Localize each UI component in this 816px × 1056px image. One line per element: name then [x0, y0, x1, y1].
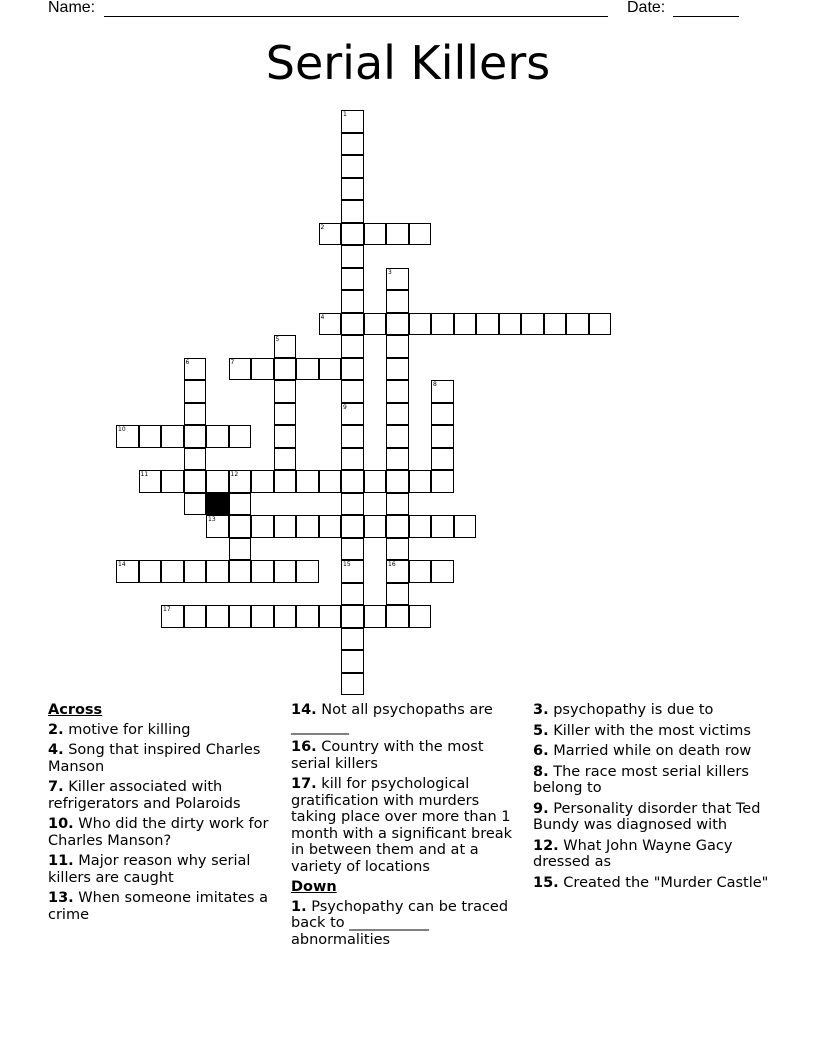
clue-across-2: 2. motive for killing [48, 721, 191, 738]
grid-cell[interactable] [589, 313, 612, 336]
grid-cell[interactable] [341, 515, 364, 538]
grid-cell[interactable] [319, 470, 342, 493]
grid-cell[interactable] [409, 515, 432, 538]
grid-cell[interactable] [161, 560, 184, 583]
grid-cell[interactable] [251, 605, 274, 628]
grid-cell[interactable] [409, 605, 432, 628]
cell-number: 10 [118, 426, 126, 433]
grid-cell[interactable] [206, 425, 229, 448]
grid-cell[interactable] [229, 538, 252, 561]
grid-cell[interactable] [319, 358, 342, 381]
grid-cell[interactable] [341, 583, 364, 606]
grid-cell[interactable] [341, 380, 364, 403]
grid-cell[interactable] [341, 268, 364, 291]
grid-cell[interactable] [341, 538, 364, 561]
grid-cell[interactable] [476, 313, 499, 336]
clue-down-6: 6. Married while on death row [533, 743, 752, 759]
grid-cell[interactable] [341, 335, 364, 358]
cell-number: 16 [388, 561, 396, 568]
grid-cell[interactable] [319, 515, 342, 538]
grid-cell[interactable] [499, 313, 522, 336]
grid-cell[interactable] [296, 358, 319, 381]
grid-cell[interactable] [274, 560, 297, 583]
clue-down-12: 12. What John Wayne Gacy dressed as [533, 837, 733, 870]
grid-cell[interactable] [386, 223, 409, 246]
grid-cell[interactable] [454, 515, 477, 538]
grid-cell[interactable] [274, 515, 297, 538]
grid-cell[interactable] [274, 335, 297, 358]
grid-cell[interactable] [184, 448, 207, 471]
cell-number: 7 [230, 358, 235, 366]
grid-cell[interactable] [364, 605, 387, 628]
grid-cell[interactable] [251, 358, 274, 381]
grid-cell[interactable] [341, 493, 364, 516]
grid-cell[interactable] [341, 200, 364, 223]
grid-cell[interactable] [184, 470, 207, 493]
grid-cell[interactable] [431, 403, 454, 426]
clue-down-5: 5. Killer with the most victims [533, 722, 751, 739]
across-heading: Across [48, 702, 103, 718]
grid-cell[interactable] [341, 403, 364, 426]
grid-cell[interactable] [409, 313, 432, 336]
grid-cell[interactable] [386, 335, 409, 358]
grid-cell[interactable] [341, 358, 364, 381]
clue-across-16: 16. Country with the most serial killers [291, 739, 484, 772]
grid-cell[interactable] [319, 313, 342, 336]
clue-across-11: 11. Major reason why serial killers are caught [48, 853, 251, 886]
grid-cell[interactable] [251, 515, 274, 538]
grid-cell[interactable] [296, 515, 319, 538]
clue-down-1: 1. Psychopathy can be traced back to ___________ abnormalities [291, 898, 509, 948]
grid-cell[interactable] [364, 470, 387, 493]
grid-cell[interactable] [139, 425, 162, 448]
grid-cell[interactable] [184, 358, 207, 381]
grid-cell[interactable] [386, 358, 409, 381]
clue-across-13: 13. When someone imitates a crime [48, 890, 269, 923]
cell-number: 12 [230, 471, 239, 478]
grid-cell[interactable] [386, 313, 409, 336]
cell-number: 3 [388, 268, 392, 276]
grid-cell[interactable] [386, 470, 409, 493]
grid-cell[interactable] [364, 515, 387, 538]
clues-column-1 [48, 702, 278, 927]
grid-cell[interactable] [229, 560, 252, 583]
grid-cell[interactable] [341, 673, 364, 696]
clue-across-4: 4. Song that inspired Charles Manson [48, 742, 261, 775]
grid-cell[interactable] [229, 493, 252, 516]
clues-column-2 [291, 702, 527, 952]
grid-cell[interactable] [341, 650, 364, 673]
grid-cell[interactable] [251, 560, 274, 583]
cell-number: 5 [275, 336, 280, 343]
grid-cell[interactable] [296, 560, 319, 583]
grid-cell[interactable] [386, 515, 409, 538]
grid-cell[interactable] [409, 223, 432, 246]
clue-down-9: 9. Personality disorder that Ted Bundy was diagnosed with [533, 800, 761, 833]
date-label: Date: [627, 0, 666, 16]
page-title: Serial Killers [265, 36, 551, 90]
grid-cell[interactable] [341, 155, 364, 178]
grid-cell[interactable] [409, 470, 432, 493]
grid-cell[interactable] [386, 380, 409, 403]
grid-cell[interactable] [274, 470, 297, 493]
clue-down-3: 3. psychopathy is due to [533, 702, 714, 718]
clue-across-7: 7. Killer associated with refrigerators and Polaroids [48, 779, 241, 812]
cell-number: 8 [433, 381, 437, 388]
grid-cell[interactable] [319, 605, 342, 628]
grid-cell[interactable] [229, 515, 252, 538]
grid-cell[interactable] [184, 425, 207, 448]
grid-cell[interactable] [341, 448, 364, 471]
grid-cell[interactable] [341, 245, 364, 268]
clue-down-15: 15. Created the "Murder Castle" [533, 874, 769, 891]
grid-cell[interactable] [206, 470, 229, 493]
grid-cell[interactable] [116, 425, 139, 448]
grid-cell[interactable] [386, 268, 409, 291]
grid-cell[interactable] [364, 223, 387, 246]
grid-cell[interactable] [431, 313, 454, 336]
cell-number: 9 [343, 403, 347, 411]
grid-cell[interactable] [341, 470, 364, 493]
grid-cell[interactable] [206, 560, 229, 583]
cell-number: 11 [140, 471, 149, 478]
grid-cell[interactable] [431, 448, 454, 471]
down-heading: Down [291, 879, 337, 895]
grid-cell[interactable] [274, 425, 297, 448]
grid-cell[interactable] [431, 380, 454, 403]
grid-cell[interactable] [386, 560, 409, 583]
grid-cell[interactable] [161, 605, 184, 628]
grid-cell[interactable] [274, 605, 297, 628]
grid-cell[interactable] [386, 403, 409, 426]
grid-cell[interactable] [274, 358, 297, 381]
grid-cell[interactable] [386, 448, 409, 471]
grid-cell[interactable] [386, 493, 409, 516]
clues-column-3 [533, 702, 773, 895]
grid-cell[interactable] [296, 470, 319, 493]
grid-cell[interactable] [296, 605, 319, 628]
grid-cell[interactable] [274, 403, 297, 426]
cell-number: 6 [185, 358, 190, 366]
grid-cell[interactable] [274, 380, 297, 403]
grid-cell[interactable] [341, 110, 364, 133]
grid-cell[interactable] [386, 605, 409, 628]
grid-cell[interactable] [341, 290, 364, 313]
cell-number: 13 [208, 516, 216, 523]
clue-across-10: 10. Who did the dirty work for Charles Manson? [48, 816, 269, 849]
grid-cell[interactable] [116, 560, 139, 583]
grid-cell[interactable] [364, 313, 387, 336]
grid-cell[interactable] [184, 605, 207, 628]
grid-cell[interactable] [341, 560, 364, 583]
cell-number: 15 [343, 561, 351, 568]
grid-cell[interactable] [206, 515, 229, 538]
cell-number: 17 [163, 606, 171, 613]
grid-cell[interactable] [341, 425, 364, 448]
clue-across-17: 17. kill for psychological gratification with murders taking place over more than 1 month with a significant break in between them and at a variety of locations [291, 776, 513, 875]
grid-cell[interactable] [431, 470, 454, 493]
clue-down-8: 8. The race most serial killers belong to [533, 763, 749, 796]
grid-cell[interactable] [229, 605, 252, 628]
grid-cell[interactable] [184, 403, 207, 426]
grid-cell[interactable] [544, 313, 567, 336]
grid-cell[interactable] [139, 470, 162, 493]
grid-cell[interactable] [341, 628, 364, 651]
grid-cell[interactable] [184, 380, 207, 403]
cell-number: 1 [343, 111, 347, 118]
grid-cell[interactable] [521, 313, 544, 336]
grid-cell[interactable] [409, 560, 432, 583]
grid-cell[interactable] [161, 425, 184, 448]
grid-cell[interactable] [341, 223, 364, 246]
grid-cell[interactable] [341, 133, 364, 156]
cell-number: 2 [320, 223, 325, 231]
grid-cell[interactable] [431, 515, 454, 538]
grid-cell[interactable] [341, 313, 364, 336]
grid-cell[interactable] [139, 560, 162, 583]
clue-across-14: 14. Not all psychopaths are ________ [291, 702, 493, 735]
grid-cell[interactable] [251, 470, 274, 493]
grid-cell[interactable] [431, 560, 454, 583]
grid-cell[interactable] [386, 538, 409, 561]
grid-cell[interactable] [161, 470, 184, 493]
grid-cell[interactable] [386, 290, 409, 313]
grid-block [206, 493, 229, 516]
grid-cell[interactable] [184, 493, 207, 516]
cell-number: 14 [118, 561, 126, 568]
grid-cell[interactable] [454, 313, 477, 336]
grid-cell[interactable] [341, 605, 364, 628]
grid-cell[interactable] [274, 448, 297, 471]
grid-cell[interactable] [229, 470, 252, 493]
grid-cell[interactable] [229, 425, 252, 448]
grid-cell[interactable] [386, 583, 409, 606]
grid-cell[interactable] [341, 178, 364, 201]
cell-number: 4 [320, 313, 325, 321]
grid-cell[interactable] [229, 358, 252, 381]
grid-cell[interactable] [206, 605, 229, 628]
name-label: Name: [48, 0, 96, 16]
grid-cell[interactable] [319, 223, 342, 246]
grid-cell[interactable] [566, 313, 589, 336]
grid-cell[interactable] [386, 425, 409, 448]
grid-cell[interactable] [431, 425, 454, 448]
grid-cell[interactable] [184, 560, 207, 583]
